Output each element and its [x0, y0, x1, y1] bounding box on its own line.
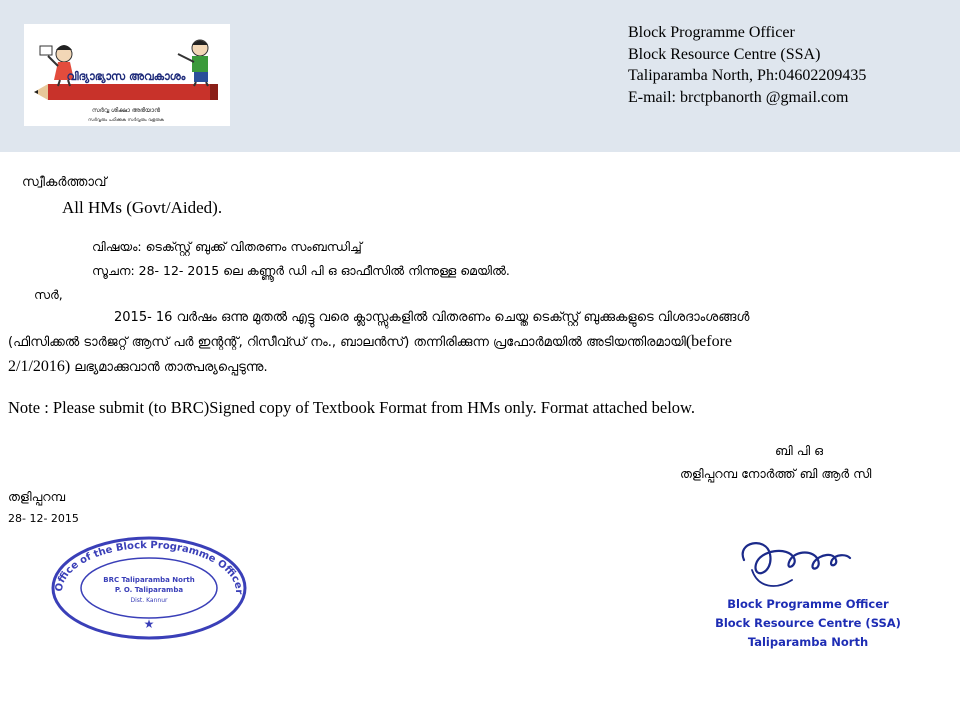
body-line-1: 2015- 16 വർഷം ഒന്നു മുതൽ എട്ടു വരെ ക്ലാസ്സുകളിൽ വിതരണം ചെയ്ത ടെക്സ്റ്റ് ബുക്കുകളുടെ വിശദാംശങ്ങൾ	[114, 310, 750, 325]
signatory-office: തളിപ്പറമ്പ നോർത്ത് ബി ആർ സി	[680, 466, 872, 481]
body-line-3: ലഭ്യമാക്കുവാൻ താത്പര്യപ്പെടുന്നു.	[70, 360, 268, 375]
body-line-2: (ഫിസിക്കൽ ടാർജറ്റ് ആസ് പർ ഇന്റന്റ്, റിസീവ്ഡ് നം., ബാലൻസ്) തന്നിരിക്കുന്ന പ്രഫോർമയിൽ അടിയന്തിരമായി	[8, 335, 686, 350]
stamp-star-icon: ★	[143, 617, 155, 631]
place: തളിപ്പറമ്പ	[8, 489, 66, 504]
subject-line: വിഷയം: ടെക്സ്റ്റ് ബുക്ക് വിതരണം സംബന്ധിച്ച്	[92, 239, 362, 254]
signature-scribble	[743, 543, 850, 573]
signatory-title: ബി പി ഒ	[775, 443, 824, 458]
signature-seal	[696, 530, 920, 658]
office-address	[628, 22, 866, 108]
recipient-label: സ്വീകർത്താവ്	[22, 175, 107, 190]
logo-subtitle: സർവ്വ ശിക്ഷാ അഭിയാൻ	[91, 107, 161, 114]
logo-title: വിദ്യാഭ്യാസ അവകാശം	[66, 70, 186, 83]
seal-line-2: Block Resource Centre (SSA)	[715, 616, 901, 630]
letter-body	[8, 306, 930, 380]
office-email: E-mail: brctpbanorth @gmail.com	[628, 88, 849, 106]
office-stamp	[48, 530, 250, 640]
office-line: Block Resource Centre (SSA)	[628, 45, 821, 63]
recipient: All HMs (Govt/Aided).	[62, 198, 223, 217]
seal-line-1: Block Programme Officer	[727, 597, 889, 611]
date: 28- 12- 2015	[8, 512, 79, 525]
stamp-line-2: P. O. Taliparamba	[114, 586, 184, 594]
body-line-3-date: 2/1/2016)	[8, 358, 71, 375]
office-line: Taliparamba North, Ph:04602209435	[628, 67, 867, 84]
salutation: സർ,	[34, 287, 63, 302]
stamp-line-1: BRC Taliparamba North	[103, 576, 195, 584]
logo-tagline: സർവ്വരും പഠിക്കുക സർവ്വരും വളരുക	[88, 118, 164, 123]
reference-line: സൂചന: 28- 12- 2015 ലെ കണ്ണൂർ ഡി പി ഒ ഓഫീസിൽ നിന്നുള്ള മെയിൽ.	[92, 263, 510, 278]
body-line-2-english: (before	[685, 333, 733, 350]
seal-line-3: Taliparamba North	[747, 635, 869, 649]
office-line: Block Programme Officer	[628, 24, 795, 41]
ssa-logo	[24, 24, 230, 126]
letterhead	[0, 0, 960, 152]
stamp-line-3: Dist. Kannur	[130, 597, 168, 604]
note: Note : Please submit (to BRC)Signed copy of Textbook Format from HMs only. Format attached below.	[8, 398, 696, 417]
stamp-ring-text: Office of the Block Programme Officer	[53, 539, 245, 595]
